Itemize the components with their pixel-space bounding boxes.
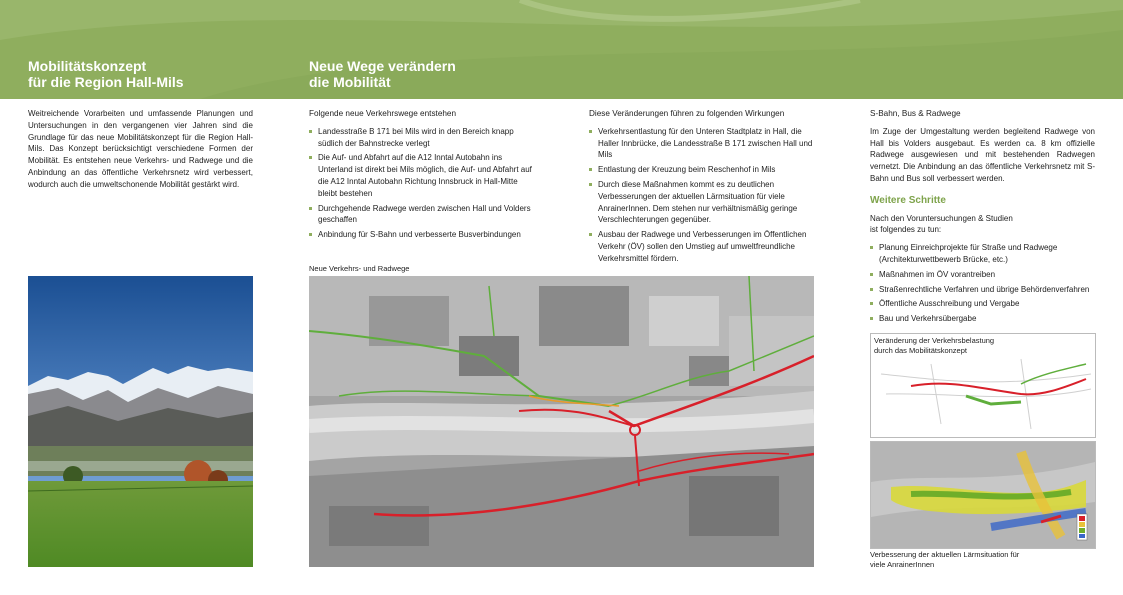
intro-column xyxy=(28,108,253,191)
list-item: Durchgehende Radwege werden zwischen Hall und Volders geschaffen xyxy=(309,203,534,227)
new-routes-list xyxy=(309,126,534,241)
list-item: Durch diese Maßnahmen kommt es zu deutlichen Verbesserungen der aktuellen Lärmsituation für viele AnrainerInnen. Dem stehen nur verhältnismäßig geringe Verschlechterungen gegenüber. xyxy=(589,179,817,226)
new-routes-heading: Folgende neue Verkehrswege entstehen xyxy=(309,109,457,118)
map-caption: Neue Verkehrs- und Radwege xyxy=(309,264,410,273)
list-item: Verkehrsentlastung für den Unteren Stadtplatz in Hall, die Haller Innbrücke, die Landesstraße B 171 zwischen Hall und Mils xyxy=(589,126,817,161)
next-steps-heading: Weitere Schritte xyxy=(870,194,946,206)
aerial-map xyxy=(309,276,814,567)
effects-column xyxy=(589,108,817,268)
list-item: Bau und Verkehrsübergabe xyxy=(870,313,1095,325)
effects-list xyxy=(589,126,817,265)
list-item: Anbindung für S-Bahn und verbesserte Busverbindungen xyxy=(309,229,534,241)
list-item: Maßnahmen im ÖV vorantreiben xyxy=(870,269,1095,281)
page-title-right: Neue Wege verändern die Mobilität xyxy=(309,58,456,90)
list-item: Die Auf- und Abfahrt auf die A12 Inntal Autobahn ins Unterland ist direkt bei Mils möglich, die Auf- und Abfahrt auf die A12 Inntal Autobahn Richtung Innsbruck in Hall-Mitte bleibt bestehen xyxy=(309,152,534,199)
sbahn-text: Im Zuge der Umgestaltung werden begleitend Radwege von Hall bis Volders ausgebaut. Es werden ca. 8 km offizielle Radwege ausgewiesen und mit bestehenden Radwegen vernetzt. Die Anbindung an das öffentliche Verkehrsnetz mit S-Bahn und Bus soll verbessert werden. xyxy=(870,126,1095,183)
effects-heading: Diese Veränderungen führen zu folgenden Wirkungen xyxy=(589,109,785,118)
intro-text: Weitreichende Vorarbeiten und umfassende Planungen und Untersuchungen in den vergangenen vier Jahren sind die Grundlage für das neue Mobilitätskonzept für die Region Hall-Mils. Das Konzept berücksichtigt verschiedene Formen der Mobilität. Es entstehen neue Verkehrs- und Radwege und die Anbindung an das öffentliche Verkehrsnetz wird verbessert, wodurch auch die umweltschonende Mobilität gestärkt wird. xyxy=(28,109,253,189)
list-item: Ausbau der Radwege und Verbesserungen im Öffentlichen Verkehr (ÖV) sollen den Umstieg auf umweltfreundliche Verkehrsmittel fördern. xyxy=(589,229,817,264)
next-steps-list xyxy=(870,242,1095,325)
sbahn-heading: S-Bahn, Bus & Radwege xyxy=(870,109,961,118)
page-title-left: Mobilitätskonzept für die Region Hall-Mils xyxy=(28,58,184,90)
traffic-load-caption: Veränderung der Verkehrsbelastung durch das Mobilitätskonzept xyxy=(874,336,995,355)
list-item: Entlastung der Kreuzung beim Reschenhof in Mils xyxy=(589,164,817,176)
new-routes-column xyxy=(309,108,534,244)
list-item: Landesstraße B 171 bei Mils wird in den Bereich knapp südlich der Bahnstrecke verlegt xyxy=(309,126,534,150)
list-item: Öffentliche Ausschreibung und Vergabe xyxy=(870,298,1095,310)
noise-map xyxy=(870,441,1096,549)
alps-photo xyxy=(28,276,253,567)
list-item: Planung Einreichprojekte für Straße und Radwege (Architekturwettbewerb Brücke, etc.) xyxy=(870,242,1095,266)
list-item: Straßenrechtliche Verfahren und übrige Behördenverfahren xyxy=(870,284,1095,296)
sbahn-column xyxy=(870,108,1095,328)
next-steps-intro: Nach den Voruntersuchungen & Studien ist folgendes zu tun: xyxy=(870,213,1013,235)
noise-map-caption: Verbesserung der aktuellen Lärmsituation für viele AnrainerInnen xyxy=(870,550,1020,569)
